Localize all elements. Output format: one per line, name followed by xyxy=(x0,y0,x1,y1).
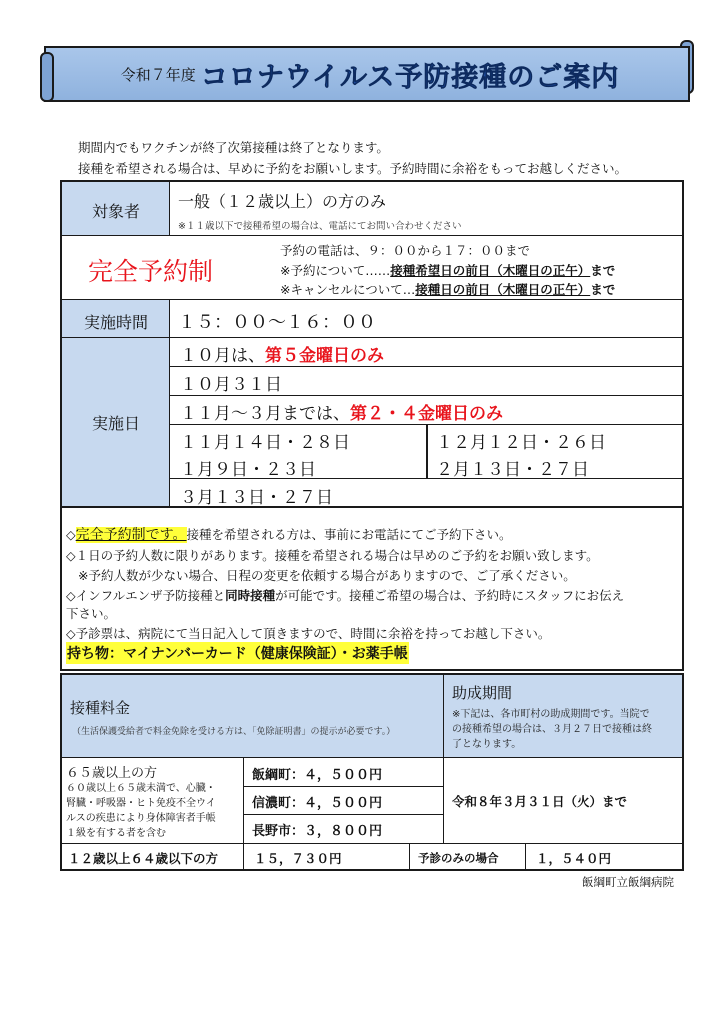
oct-highlight: 第５金曜日のみ xyxy=(265,346,384,366)
elder-title: ６５歳以上の方 xyxy=(66,766,158,781)
oct-date: １０月３１日 xyxy=(180,375,282,395)
note-4a: ◇インフルエンザ予防接種と xyxy=(66,588,226,603)
dates-nov-line xyxy=(180,399,503,424)
subsidy-title: 助成期間 xyxy=(452,684,513,702)
subsidy-note-3: 了となります。 xyxy=(452,739,522,750)
target-value: 一般（１２歳以上）の方のみ xyxy=(178,192,387,211)
town-fee-1: 飯綱町：４，５００円 xyxy=(252,768,383,783)
target-note: ※１１歳以下で接種希望の場合は、電話にてお問い合わせください xyxy=(178,221,462,232)
date-nov: １１月１４日・２８日 xyxy=(180,433,350,453)
note-4b: 同時接種 xyxy=(225,588,276,603)
reservation-label: 完全予約制 xyxy=(88,257,214,286)
date-jan: １月９日・２３日 xyxy=(180,460,316,480)
cancel-suffix: まで xyxy=(590,282,616,297)
reservation-phone: 予約の電話は、９：００から１７：００まで xyxy=(280,243,531,258)
note-1 xyxy=(66,524,512,544)
town-fee-3: 長野市：３，８００円 xyxy=(252,824,383,839)
hospital-name: 飯綱町立飯綱病院 xyxy=(582,875,674,889)
nov-prefix: １１月～３月までは、 xyxy=(180,404,350,424)
dates-oct-line xyxy=(180,341,384,366)
title-text: コロナウイルス予防接種のご案内 xyxy=(200,62,620,93)
elder-desc-4: １級を有する者を含む xyxy=(66,828,166,839)
hours-value: １５：００～１６：００ xyxy=(178,312,376,333)
subsidy-note-2: の接種希望の場合は、３月２７日で接種は終 xyxy=(452,724,652,735)
note-1-rest: 接種を希望される方は、事前にお電話にてご予約下さい。 xyxy=(186,527,512,542)
note-1-mark: ◇ xyxy=(66,527,76,542)
note-5: ◇予診票は、病院にて当日記入して頂きますので、時間に余裕を持ってお越し下さい。 xyxy=(66,626,551,641)
note-4c: が可能です。接種ご希望の場合は、予約時にスタッフにお伝え xyxy=(275,588,625,603)
subsidy-deadline: 令和８年３月３１日（火）まで xyxy=(452,794,628,809)
note-1-highlight: 完全予約制です。 xyxy=(75,527,187,543)
elder-desc-3: ルスの疾患により身体障害者手帳 xyxy=(66,813,216,824)
hours-label: 実施時間 xyxy=(83,313,148,332)
dates-label: 実施日 xyxy=(91,414,140,433)
reservation-cancel-line xyxy=(280,280,615,298)
fee-title: 接種料金 xyxy=(70,699,131,717)
town-fee-2: 信濃町：４，５００円 xyxy=(252,796,383,811)
elder-desc-1: ６０歳以上６５歳未満で、心臓・ xyxy=(66,783,216,794)
reservation-change-line xyxy=(280,261,615,279)
adult-fee: １５，７３０円 xyxy=(254,851,342,866)
exam-fee: １，５４０円 xyxy=(536,851,612,866)
change-prefix: ※予約について…… xyxy=(280,263,391,278)
elder-desc-2: 腎臓・呼吸器・ヒト免疫不全ウイ xyxy=(66,798,216,809)
cancel-prefix: ※キャンセルについて… xyxy=(280,282,416,297)
date-mar: ３月１３日・２７日 xyxy=(180,488,333,508)
change-detail: 接種希望日の前日（木曜日の正午） xyxy=(390,263,591,278)
note-4-cont: 下さい。 xyxy=(66,606,117,621)
page-title xyxy=(60,55,680,95)
banner-scroll-left xyxy=(40,52,54,102)
note-3: ※予約人数が少ない場合、日程の変更を依頼する場合がありますので、ご了承ください。 xyxy=(78,568,576,583)
fee-note: （生活保護受給者で料金免除を受ける方は、「免除証明書」の提示が必要です。） xyxy=(72,727,396,737)
oct-prefix: １０月は、 xyxy=(180,346,265,366)
exam-label: 予診のみの場合 xyxy=(418,851,499,865)
dates-grid-divider xyxy=(426,425,428,479)
target-label: 対象者 xyxy=(91,202,140,221)
nov-highlight: 第２・４金曜日のみ xyxy=(350,404,503,424)
note-2: ◇１日の予約人数に限りがあります。接種を希望される場合は早めのご予約をお願い致します。 xyxy=(66,548,599,563)
cancel-detail: 接種日の前日（木曜日の正午） xyxy=(415,282,591,297)
intro-line-1: 期間内でもワクチンが終了次第接種は終了となります。 xyxy=(78,140,389,155)
subsidy-note-1: ※下記は、各市町村の助成期間です。当院で xyxy=(452,709,650,720)
adult-label: １２歳以上６４歳以下の方 xyxy=(68,851,219,866)
fiscal-year-label: 令和７年度 xyxy=(120,66,196,84)
note-4 xyxy=(66,586,624,604)
items-to-bring: 持ち物：マイナンバーカード（健康保険証）・お薬手帳 xyxy=(66,642,409,664)
intro-line-2: 接種を希望される場合は、早めに予約をお願いします。予約時間に余裕をもってお越しください。 xyxy=(78,161,628,176)
date-dec: １２月１２日・２６日 xyxy=(436,433,606,453)
change-suffix: まで xyxy=(590,263,616,278)
date-feb: ２月１３日・２７日 xyxy=(436,460,589,480)
